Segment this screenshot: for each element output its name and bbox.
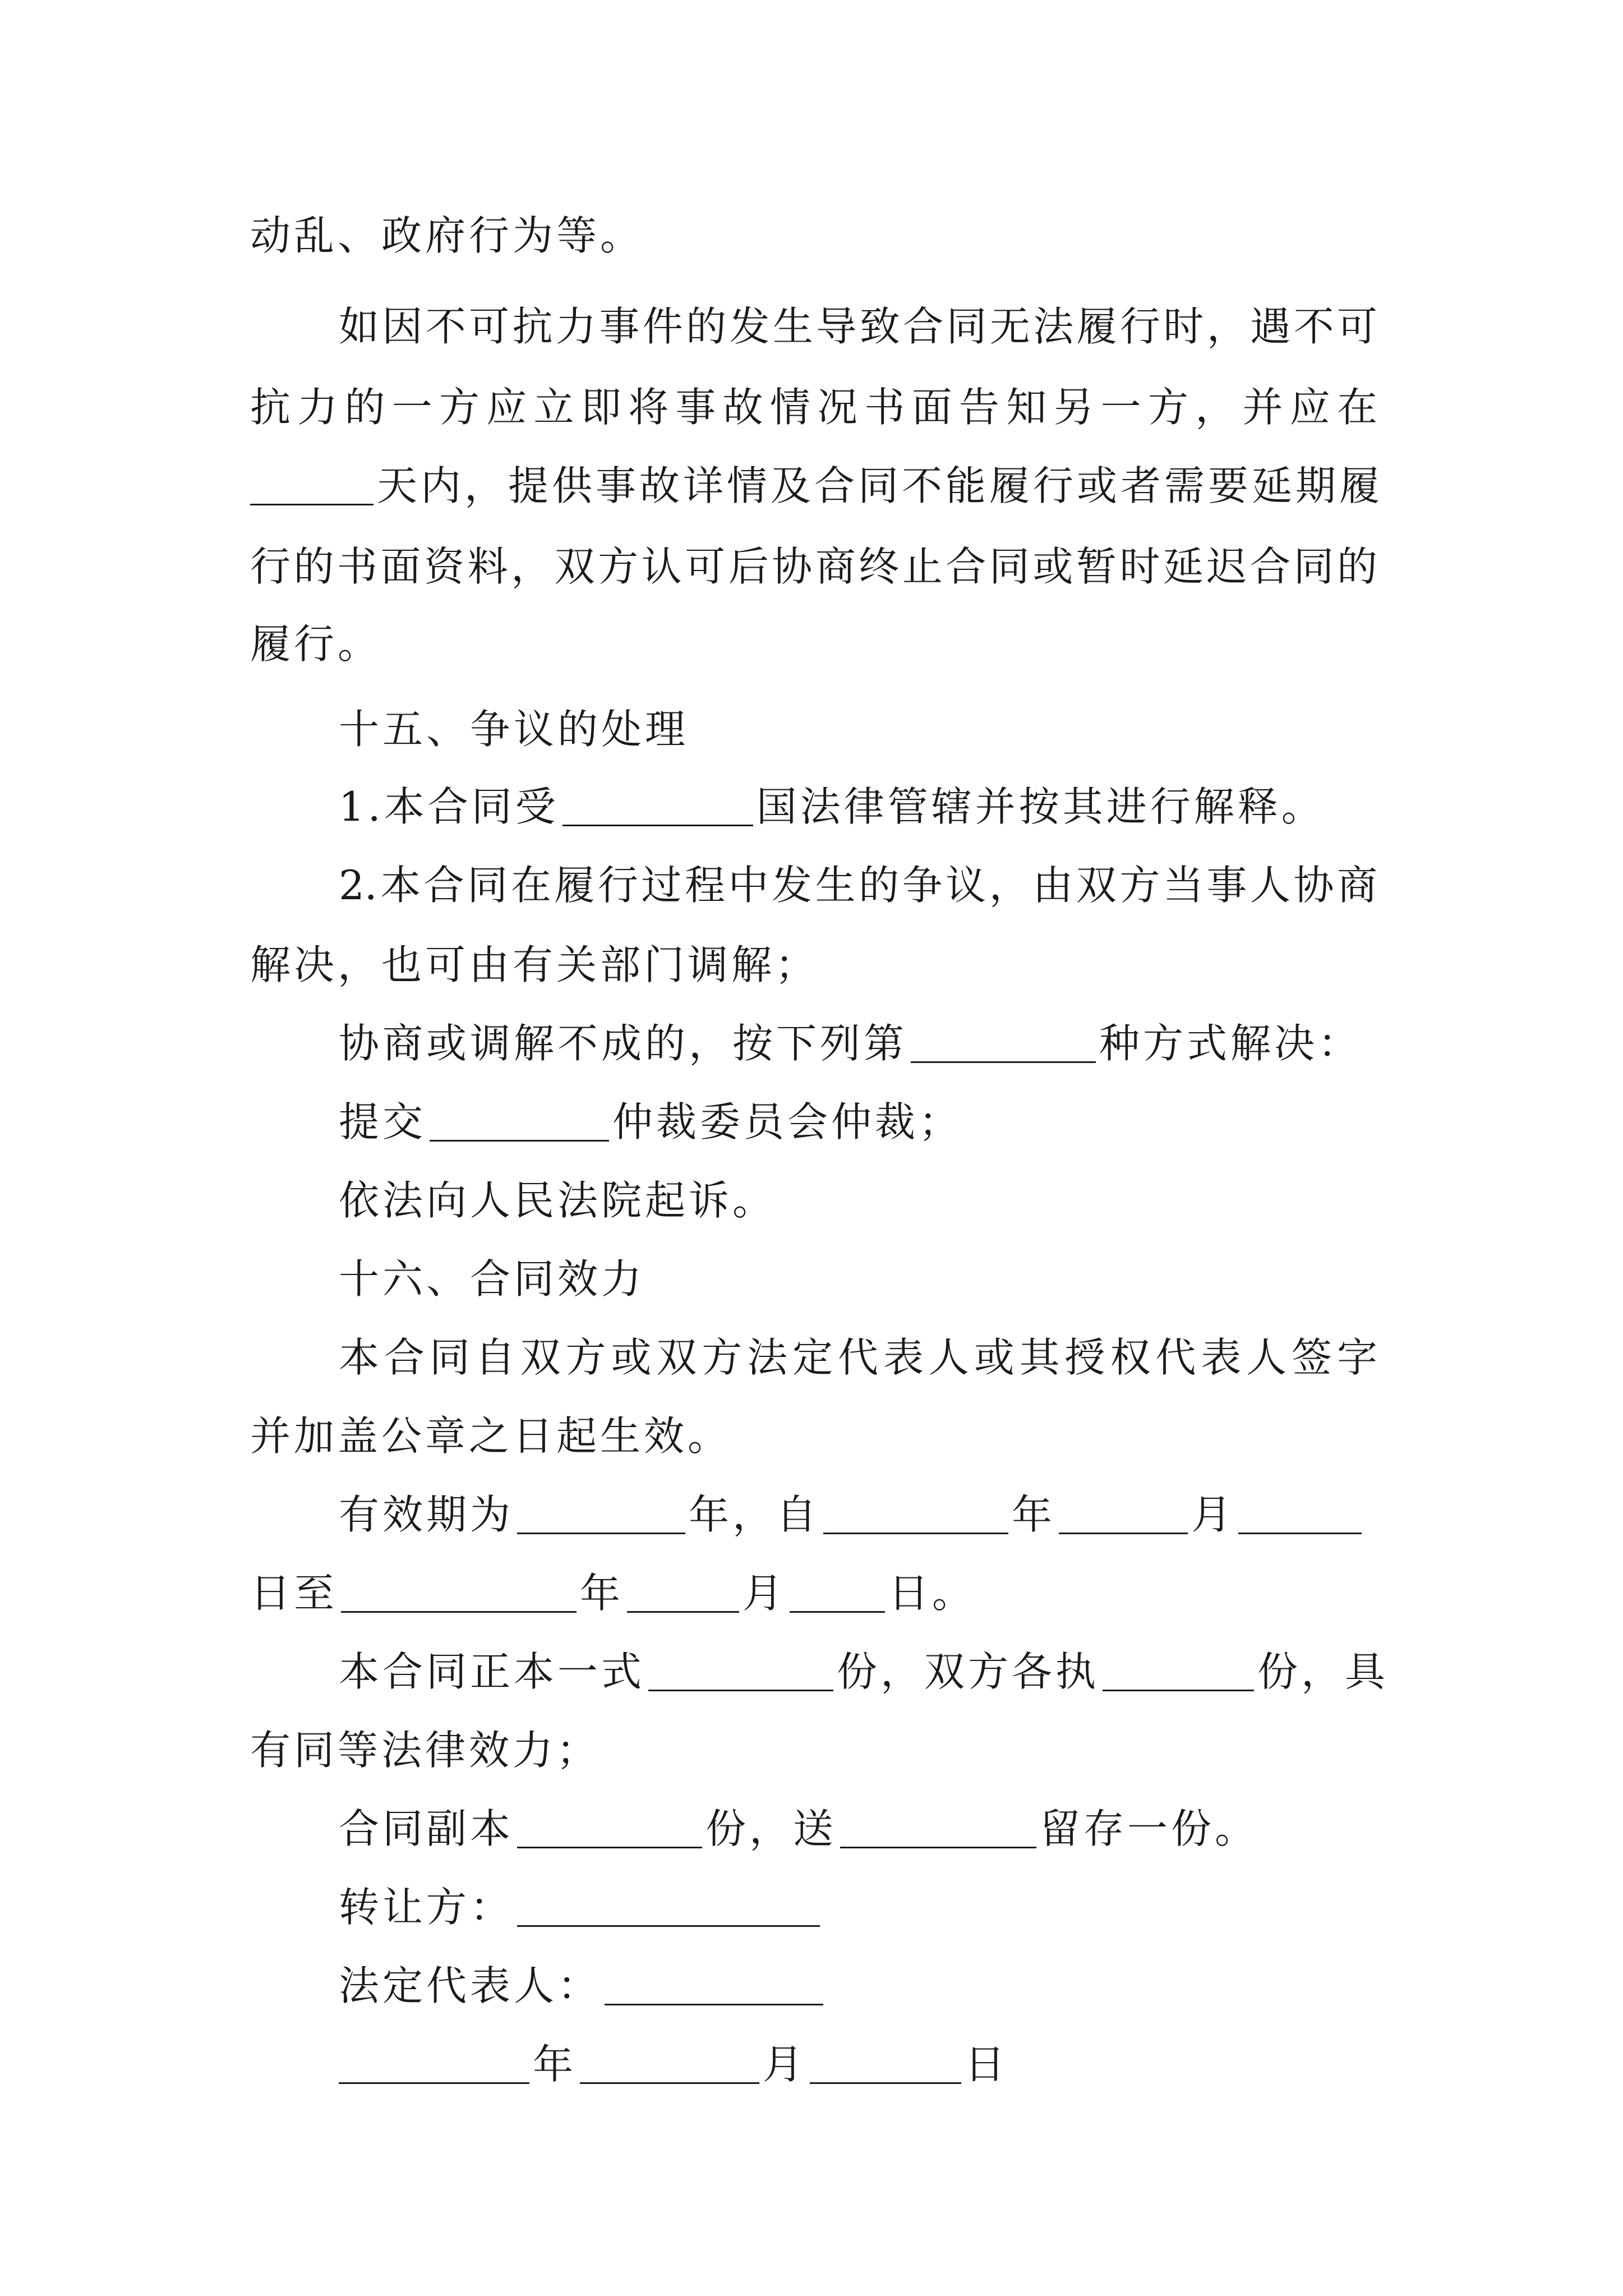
text: 年，自 [689,1491,820,1538]
paragraph-line [250,931,819,999]
text: 留存一份。 [1040,1805,1259,1852]
signature-line-representative [339,1952,827,2019]
transferor-field[interactable] [517,1885,820,1927]
fill-in-blank[interactable] [562,784,753,826]
paragraph-line [250,452,1383,519]
text: 仲裁委员会仲裁； [612,1098,963,1145]
fill-in-blank[interactable] [790,1571,885,1613]
paragraph-line [339,1088,962,1156]
text: 如因不可抗力事件的发生导致合同无法履行时，遇不可 [339,303,1377,350]
heading-text: 十五、争议的处理 [339,706,689,753]
paragraph-line [250,610,381,678]
paragraph-line [250,202,644,269]
paragraph-line [339,1481,1365,1548]
signature-line-transferor [339,1874,823,1941]
paragraph-line [339,293,1377,360]
paragraph-line [339,1167,776,1234]
signature-date-line [339,2031,1008,2098]
label: 法定代表人： [339,1962,602,2009]
text: 日 [965,2041,1009,2088]
fill-in-blank[interactable] [250,463,374,505]
text: 日至 [250,1570,338,1617]
paragraph-line [250,1559,976,1627]
text: 份，具 [1257,1648,1389,1695]
text: 协商或调解不成的，按下列第 [339,1020,908,1067]
fill-in-blank[interactable] [517,1806,702,1848]
text: 月 [743,1570,787,1617]
text: 份，双方各执 [837,1648,1100,1695]
text: 年 [580,1570,624,1617]
text: 依法向人民法院起诉。 [339,1177,777,1224]
fill-in-blank[interactable] [341,1571,577,1613]
text: 天内，提供事故详情及合同不能履行或者需要延期履 [377,462,1384,509]
text: 份，送 [706,1805,837,1852]
fill-in-blank[interactable] [1059,1492,1188,1534]
text: 年 [1012,1491,1056,1538]
text: 有效期为 [339,1491,514,1538]
paragraph-line [339,1638,1389,1705]
fill-in-blank[interactable] [627,1571,739,1613]
section-heading [339,1245,645,1313]
text: 种方式解决： [1099,1020,1362,1067]
text: 1.本合同受 [339,783,559,830]
text: 动乱、政府行为等。 [250,212,644,259]
year-field[interactable] [339,2042,529,2084]
fill-in-blank[interactable] [1238,1492,1362,1534]
paragraph-line [339,773,1325,840]
text: 本合同正本一式 [339,1648,645,1695]
label: 转让方： [339,1884,514,1931]
fill-in-blank[interactable] [648,1649,833,1691]
fill-in-blank[interactable] [840,1806,1036,1848]
text: 履行。 [250,620,382,668]
text: 行的书面资料，双方认可后协商终止合同或暂时延迟合同的 [250,543,1377,590]
text: 国法律管辖并按其进行解释。 [756,783,1325,830]
text: 抗力的一方应立即将事故情况书面告知另一方，并应在 [250,384,1377,431]
fill-in-blank[interactable] [517,1492,685,1534]
fill-in-blank[interactable] [823,1492,1008,1534]
text: 2.本合同在履行过程中发生的争议，由双方当事人协商 [339,862,1377,909]
fill-in-blank[interactable] [1103,1649,1254,1691]
text: 本合同自双方或双方法定代表人或其授权代表人签字 [339,1334,1377,1381]
paragraph-line [250,533,1377,600]
fill-in-blank[interactable] [430,1099,609,1142]
text: 年 [533,2041,577,2088]
text: 月 [763,2041,807,2088]
paragraph-line [339,1010,1362,1077]
text: 提交 [339,1098,427,1145]
legal-representative-field[interactable] [605,1963,823,2005]
text: 解决，也可由有关部门调解； [250,941,819,988]
day-field[interactable] [810,2042,961,2084]
heading-text: 十六、合同效力 [339,1255,645,1303]
paragraph-line [250,1402,731,1470]
text: 并加盖公章之日起生效。 [250,1412,732,1460]
paragraph-line [339,852,1377,919]
text: 合同副本 [339,1805,514,1852]
paragraph-line [339,1795,1258,1862]
paragraph-line [250,1717,600,1784]
text: 月 [1191,1491,1235,1538]
paragraph-line [339,1324,1377,1391]
text: 日。 [888,1570,976,1617]
section-heading [339,696,689,763]
fill-in-blank[interactable] [911,1021,1096,1063]
paragraph-line [250,374,1377,441]
text: 有同等法律效力； [250,1727,601,1774]
month-field[interactable] [580,2042,759,2084]
